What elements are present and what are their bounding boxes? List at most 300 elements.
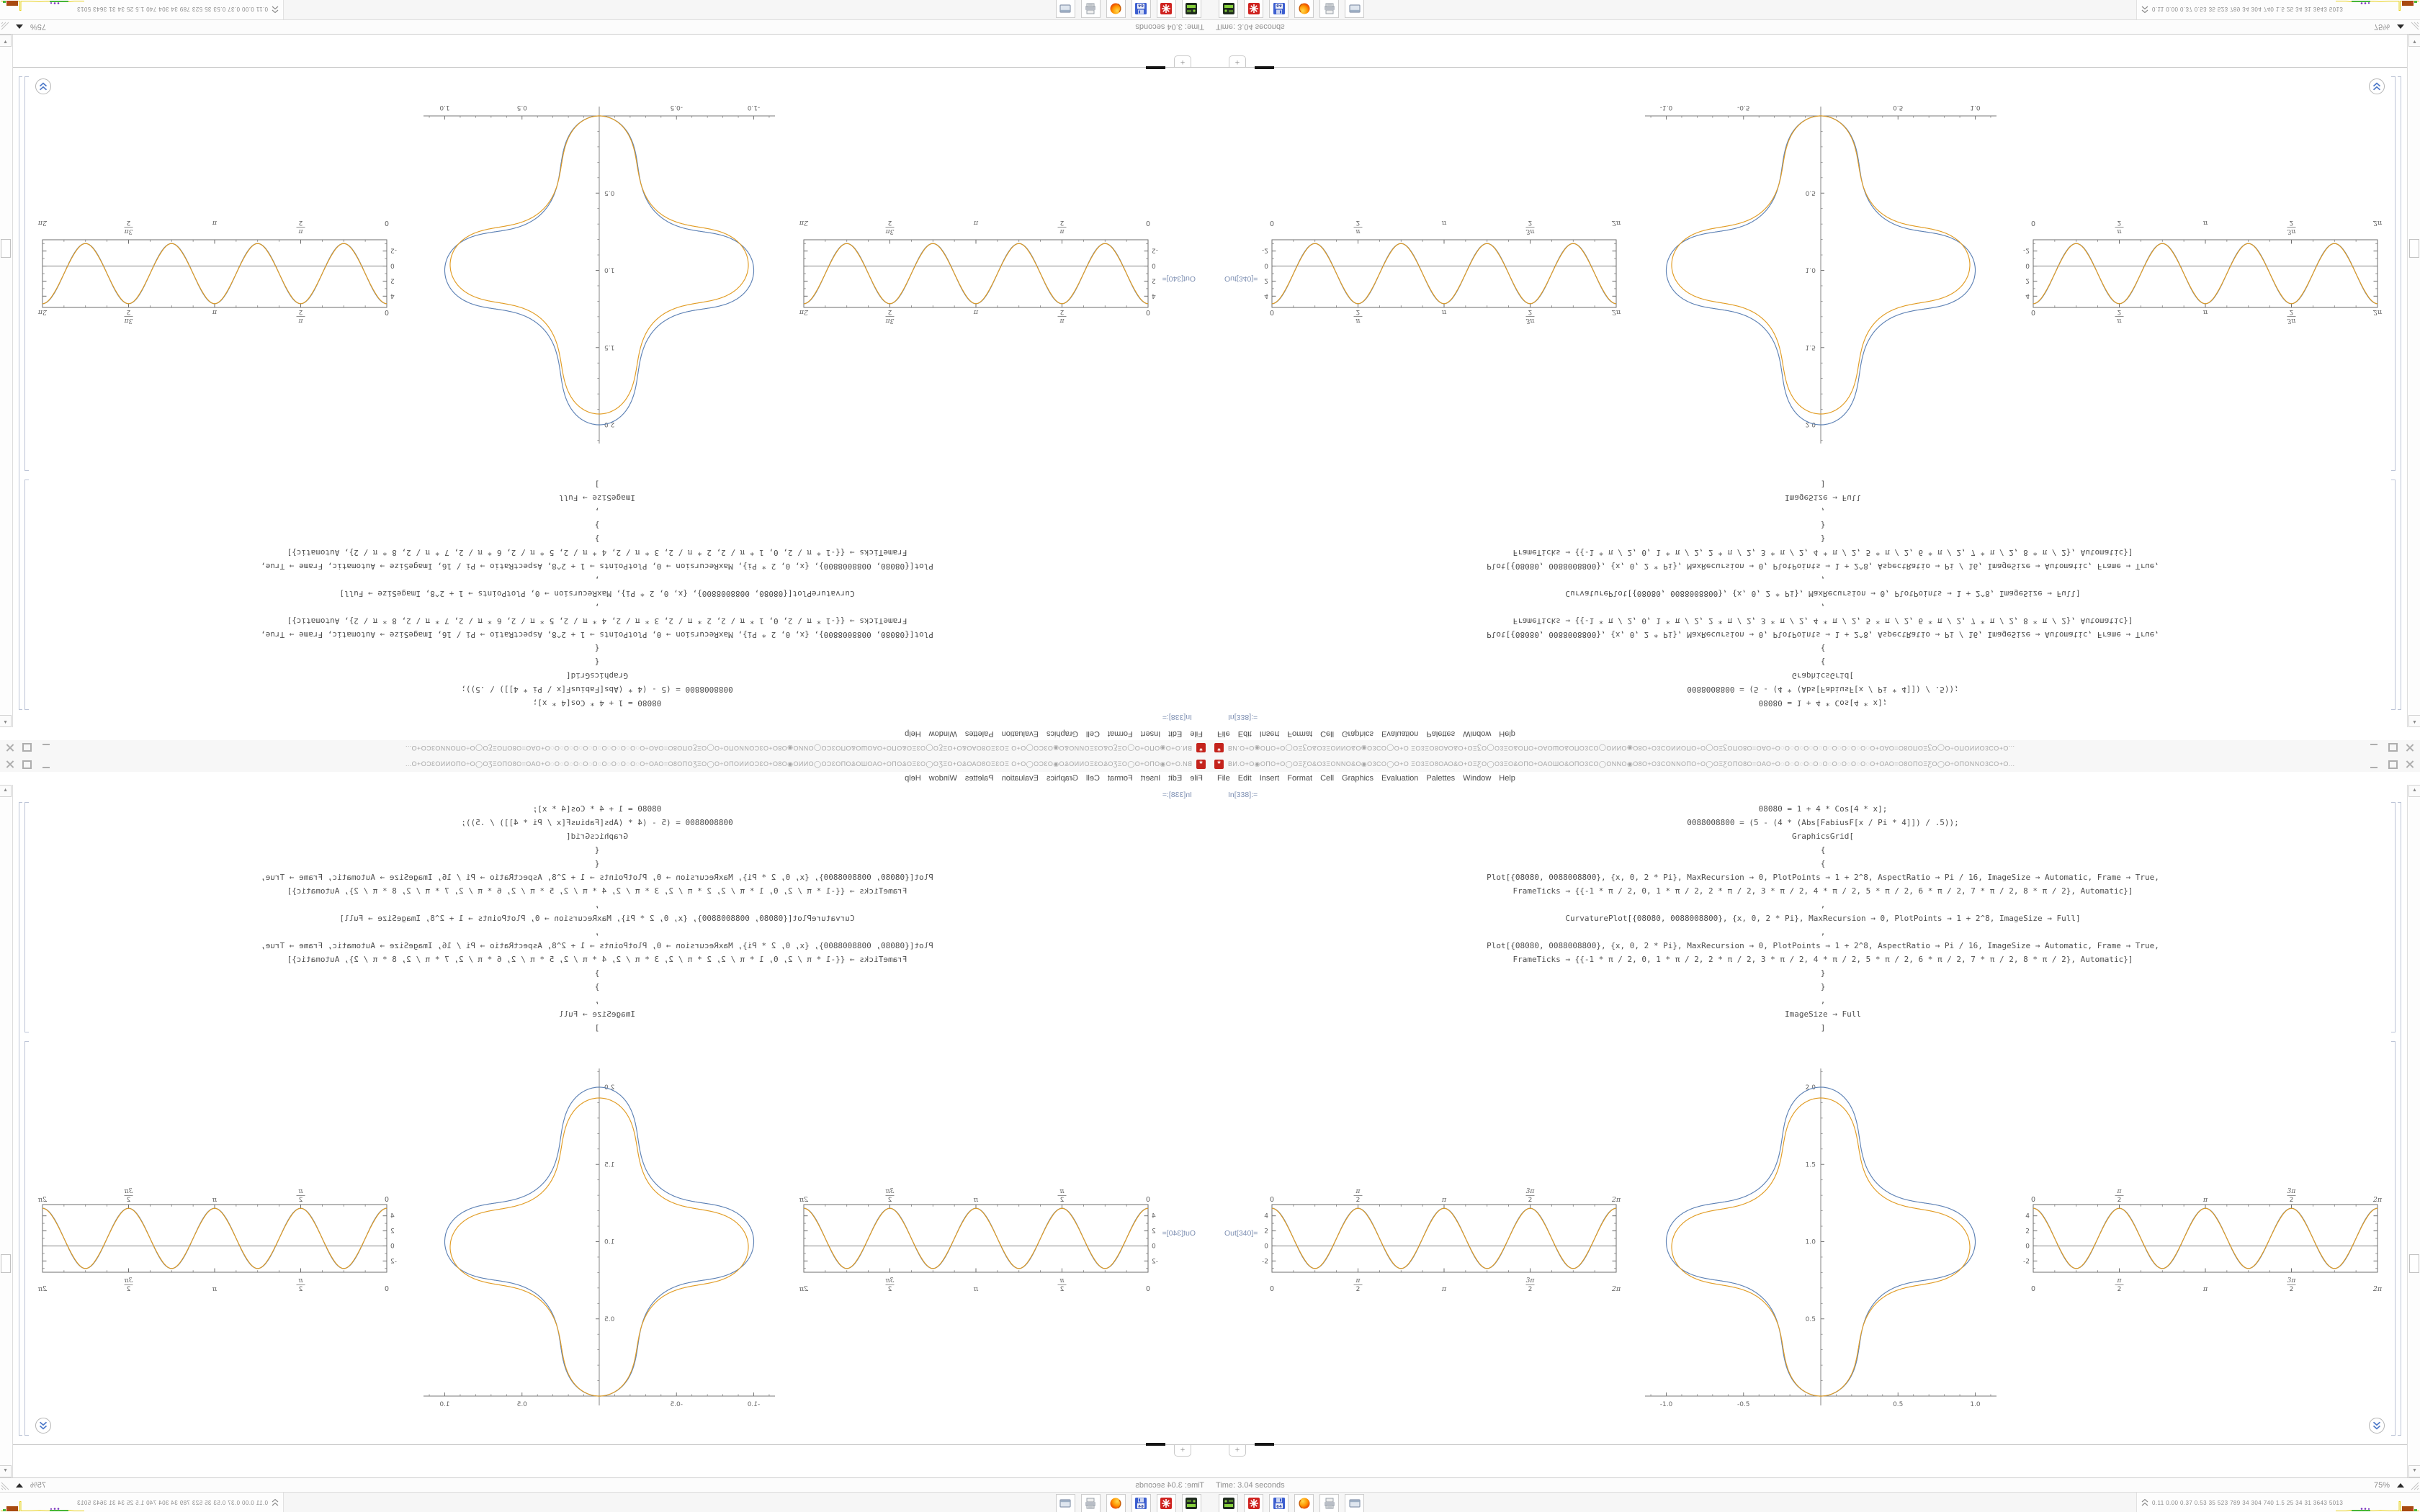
code-line[interactable]: { — [1820, 859, 1826, 868]
zoom-menu-arrow-icon[interactable] — [16, 1483, 23, 1488]
svg-text:0.5: 0.5 — [516, 104, 527, 111]
code-line[interactable]: ImageSize → Full — [559, 493, 635, 503]
code-line[interactable]: 0088008800 = (5 - (4 * (Abs[FabiusF[x / Pi * 4]]) / .5)); — [461, 818, 733, 827]
code-line[interactable]: , — [1820, 507, 1826, 516]
window-controls — [2362, 760, 2416, 769]
window-capture-icon — [1059, 1497, 1072, 1510]
code-line[interactable]: } — [594, 968, 600, 978]
menu-file[interactable]: File — [1190, 774, 1203, 783]
menu-help[interactable]: Help — [1499, 774, 1515, 783]
code-line[interactable]: , — [594, 900, 600, 909]
menu-window[interactable]: Window — [1463, 774, 1492, 783]
menu-format[interactable]: Format — [1287, 729, 1313, 738]
menu-edit[interactable]: Edit — [1237, 729, 1252, 738]
code-line[interactable]: 08080 = 1 + 4 * Cos[4 * x]; — [532, 804, 662, 814]
vertical-scroll-thumb[interactable] — [2409, 1254, 2419, 1273]
jump-to-end-chevron-icon[interactable] — [2368, 1417, 2385, 1434]
vertical-scrollbar[interactable] — [2407, 785, 2420, 1477]
code-line[interactable]: } — [594, 521, 600, 530]
code-line[interactable]: GraphicsGrid[ — [565, 671, 629, 680]
system-tray[interactable] — [2136, 0, 2420, 19]
taskbar — [0, 1492, 1210, 1512]
zoom-level-label[interactable]: 75% — [2373, 1481, 2390, 1490]
taskbar-button-audio-recorder-icon[interactable] — [1182, 0, 1201, 18]
code-line[interactable]: , — [594, 603, 600, 612]
svg-text:2.0: 2.0 — [604, 420, 615, 428]
maximize-button[interactable] — [2387, 744, 2398, 753]
svg-text:0: 0 — [2030, 308, 2036, 316]
taskbar-button-printer-icon[interactable] — [1319, 1494, 1339, 1512]
taskbar-button-audio-recorder-icon[interactable] — [1182, 1494, 1201, 1512]
menu-insert[interactable]: Insert — [1140, 774, 1161, 783]
taskbar-button-floppy-64-icon[interactable] — [1269, 0, 1289, 18]
code-line[interactable]: FrameTicks → {{-1 * π / 2, 0, 1 * π / 2, 2 * π / 2, 3 * π / 2, 4 * π / 2, 5 * π / 2, 6 * π / 2, 7 * π / 2, 8 * π / 2}, Automatic}] — [287, 548, 908, 557]
menu-help[interactable]: Help — [905, 774, 921, 783]
jump-to-end-chevron-icon[interactable] — [35, 1417, 52, 1434]
mathematica-spikey-icon: * — [1214, 760, 1224, 769]
code-line[interactable]: FrameTicks → {{-1 * π / 2, 0, 1 * π / 2, 2 * π / 2, 3 * π / 2, 4 * π / 2, 5 * π / 2, 6 * π / 2, 7 * π / 2, 8 * π / 2}, Automatic}] — [1512, 886, 2133, 896]
jump-to-end-chevron-icon[interactable] — [2368, 78, 2385, 95]
svg-text:3π: 3π — [124, 317, 133, 324]
code-line[interactable]: { — [594, 859, 600, 868]
menu-edit[interactable]: Edit — [1168, 729, 1183, 738]
svg-text:0: 0 — [384, 308, 390, 316]
vertical-scrollbar[interactable] — [0, 35, 13, 727]
mathematica-spikey-icon: * — [1196, 760, 1206, 769]
code-line[interactable]: Plot[{08080, 0088008800}, {x, 0, 2 * Pi}, MaxRecursion → 0, PlotPoints → 1 + 2^8, AspectRatio → Pi / 16, ImageSize → Automatic, Frame → True, — [1487, 562, 2159, 571]
plot-waveform-left — [1253, 1181, 1628, 1310]
window-titlebar[interactable] — [1210, 739, 2420, 756]
scroll-down-arrow-icon[interactable]: ▼ — [0, 1465, 12, 1477]
svg-text:-0.5: -0.5 — [1736, 1401, 1750, 1408]
code-line[interactable]: Plot[{08080, 0088008800}, {x, 0, 2 * Pi}, MaxRecursion → 0, PlotPoints → 1 + 2^8, AspectRatio → Pi / 16, ImageSize → Automatic, Frame → True, — [261, 941, 933, 950]
taskbar-button-floppy-64-icon[interactable] — [1131, 1494, 1151, 1512]
horizontal-scroll-thumb[interactable] — [1255, 1443, 1274, 1446]
menu-evaluation[interactable]: Evaluation — [1381, 729, 1419, 738]
new-cell-plus-button[interactable]: + — [1174, 55, 1191, 67]
zoom-level-label[interactable]: 75% — [30, 22, 47, 31]
code-line[interactable]: 08080 = 1 + 4 * Cos[4 * x]; — [1758, 804, 1888, 814]
code-line[interactable]: 0088008800 = (5 - (4 * (Abs[FabiusF[x / Pi * 4]]) / .5)); — [1687, 685, 1959, 694]
zoom-menu-arrow-icon[interactable] — [2397, 1483, 2404, 1488]
code-line[interactable]: FrameTicks → {{-1 * π / 2, 0, 1 * π / 2, 2 * π / 2, 3 * π / 2, 4 * π / 2, 5 * π / 2, 6 * π / 2, 7 * π / 2, 8 * π / 2}, Automatic}] — [287, 616, 908, 626]
code-line[interactable]: 08080 = 1 + 4 * Cos[4 * x]; — [1758, 698, 1888, 708]
taskbar-button-window-capture-icon[interactable] — [1345, 0, 1364, 18]
mathematica-icon — [1160, 2, 1173, 15]
svg-text:2π: 2π — [37, 308, 48, 316]
taskbar-button-printer-icon[interactable] — [1319, 0, 1339, 18]
svg-text:1.5: 1.5 — [604, 1161, 615, 1169]
cell-bracket-group[interactable] — [19, 802, 22, 1436]
input-cell-label: In[338]:= — [1228, 791, 1258, 799]
quick-launch-icons — [1056, 1494, 1201, 1512]
vertical-scroll-thumb[interactable] — [1, 1254, 11, 1273]
input-code-cell[interactable] — [1484, 802, 2162, 1035]
scroll-up-arrow-icon[interactable]: ▲ — [0, 785, 12, 797]
system-tray[interactable] — [0, 0, 284, 19]
printer-icon — [1085, 1497, 1098, 1510]
code-line[interactable]: 0088008800 = (5 - (4 * (Abs[FabiusF[x / Pi * 4]]) / .5)); — [461, 685, 733, 694]
menu-insert[interactable]: Insert — [1259, 774, 1280, 783]
cell-bracket-group[interactable] — [19, 76, 22, 710]
menu-help[interactable]: Help — [905, 729, 921, 738]
svg-text:3π: 3π — [1525, 1277, 1535, 1284]
minimize-button[interactable] — [40, 744, 51, 753]
taskbar-button-window-capture-icon[interactable] — [1056, 1494, 1075, 1512]
code-line[interactable]: CurvaturePlot[{08080, 0088008800}, {x, 0, 2 * Pi}, MaxRecursion → 0, PlotPoints → 1 + 2^8, ImageSize → Full] — [1565, 589, 2081, 598]
tray-expand-chevron-icon[interactable] — [271, 1498, 279, 1508]
window-controls — [4, 760, 58, 769]
taskbar-button-mathematica-icon[interactable] — [1157, 1494, 1176, 1512]
firefox-icon — [1110, 1497, 1123, 1510]
content-bottom-border — [1210, 1444, 2407, 1445]
svg-text:2: 2 — [126, 1197, 131, 1204]
svg-text:4: 4 — [1152, 1212, 1156, 1220]
code-line[interactable]: GraphicsGrid[ — [1791, 671, 1855, 680]
zoom-menu-arrow-icon[interactable] — [16, 24, 23, 29]
svg-text:π: π — [2202, 219, 2208, 227]
cell-bracket-input[interactable] — [2391, 802, 2396, 1032]
code-line[interactable]: } — [1820, 521, 1826, 530]
menu-graphics[interactable]: Graphics — [1046, 774, 1078, 783]
menu-graphics[interactable]: Graphics — [1342, 774, 1374, 783]
menu-cell[interactable]: Cell — [1085, 774, 1100, 783]
cell-bracket-input[interactable] — [24, 802, 29, 1032]
svg-text:0: 0 — [2025, 1243, 2030, 1251]
taskbar-button-floppy-64-icon[interactable] — [1131, 0, 1151, 18]
code-line[interactable]: , — [1820, 900, 1826, 909]
svg-text:3π: 3π — [885, 1188, 895, 1195]
svg-text:2: 2 — [2117, 219, 2122, 226]
svg-text:64: 64 — [1138, 3, 1144, 7]
code-line[interactable]: FrameTicks → {{-1 * π / 2, 0, 1 * π / 2, 2 * π / 2, 3 * π / 2, 4 * π / 2, 5 * π / 2, 6 * π / 2, 7 * π / 2, 8 * π / 2}, Automatic}] — [287, 955, 908, 964]
system-tray[interactable] — [0, 1493, 284, 1512]
menu-edit[interactable]: Edit — [1237, 774, 1252, 783]
svg-text:2π: 2π — [799, 219, 809, 227]
cell-bracket-group[interactable] — [2398, 76, 2401, 710]
svg-text:3π: 3π — [1525, 228, 1535, 235]
input-code-cell[interactable] — [258, 477, 936, 710]
menu-cell[interactable]: Cell — [1320, 729, 1335, 738]
svg-text:0: 0 — [384, 219, 390, 227]
resize-grip-icon[interactable] — [2410, 22, 2419, 32]
menu-bar — [0, 727, 1210, 740]
svg-text:2π: 2π — [37, 219, 48, 227]
code-line[interactable]: Plot[{08080, 0088008800}, {x, 0, 2 * Pi}, MaxRecursion → 0, PlotPoints → 1 + 2^8, AspectRatio → Pi / 16, ImageSize → Automatic, Frame → True, — [1487, 630, 2159, 639]
minimize-button[interactable] — [2369, 760, 2380, 769]
code-line[interactable]: , — [594, 507, 600, 516]
code-line[interactable]: , — [1820, 996, 1826, 1005]
window-titlebar[interactable] — [1210, 756, 2420, 773]
svg-text:2: 2 — [298, 1197, 303, 1204]
taskbar-button-audio-recorder-icon[interactable] — [1219, 1494, 1238, 1512]
new-cell-plus-button[interactable]: + — [1229, 1445, 1246, 1457]
system-monitor-values: 0.11 0.00 0.37 0.53 35 523 789 34 304 740 1.5 25 34 31 3643 5013 — [76, 6, 268, 13]
taskbar-button-mathematica-icon[interactable] — [1157, 0, 1176, 18]
code-line[interactable]: ImageSize → Full — [1785, 493, 1861, 503]
input-code-cell[interactable] — [1484, 477, 2162, 710]
svg-text:0: 0 — [2025, 261, 2030, 269]
code-line[interactable]: ] — [1820, 1023, 1826, 1032]
code-line[interactable]: ImageSize → Full — [559, 1009, 635, 1019]
scroll-down-arrow-icon[interactable]: ▼ — [0, 35, 12, 47]
mathematica-icon — [1247, 1497, 1260, 1510]
taskbar-button-firefox-icon[interactable] — [1294, 0, 1314, 18]
svg-text:2: 2 — [298, 1286, 303, 1293]
svg-text:2π: 2π — [1611, 1285, 1621, 1293]
code-line[interactable]: CurvaturePlot[{08080, 0088008800}, {x, 0, 2 * Pi}, MaxRecursion → 0, PlotPoints → 1 + 2^8, ImageSize → Full] — [339, 589, 855, 598]
cell-bracket-output[interactable] — [2391, 1041, 2396, 1436]
svg-text:2: 2 — [298, 219, 303, 226]
scroll-down-arrow-icon[interactable]: ▼ — [2408, 35, 2420, 47]
menu-cell[interactable]: Cell — [1320, 774, 1335, 783]
menu-palettes[interactable]: Palettes — [1426, 774, 1456, 783]
menu-file[interactable]: File — [1190, 729, 1203, 738]
code-line[interactable]: } — [1820, 968, 1826, 978]
code-line[interactable]: { — [594, 644, 600, 653]
code-line[interactable]: } — [1820, 982, 1826, 991]
svg-text:0: 0 — [1269, 1285, 1275, 1293]
menu-evaluation[interactable]: Evaluation — [1381, 774, 1419, 783]
audio-recorder-icon — [1186, 2, 1198, 15]
svg-text:-2: -2 — [1152, 1258, 1158, 1266]
svg-text:3π: 3π — [124, 228, 133, 235]
taskbar-button-floppy-64-icon[interactable] — [1269, 1494, 1289, 1512]
scroll-up-arrow-icon[interactable]: ▲ — [2408, 785, 2420, 797]
code-line[interactable]: Plot[{08080, 0088008800}, {x, 0, 2 * Pi}, MaxRecursion → 0, PlotPoints → 1 + 2^8, AspectRatio → Pi / 16, ImageSize → Automatic, Frame → True, — [261, 873, 933, 882]
menu-file[interactable]: File — [1217, 729, 1230, 738]
svg-text:π: π — [2117, 1188, 2122, 1195]
code-line[interactable]: 0088008800 = (5 - (4 * (Abs[FabiusF[x / Pi * 4]]) / .5)); — [1687, 818, 1959, 827]
cpu-usage-graph — [1, 0, 84, 12]
svg-text:π: π — [212, 1196, 218, 1204]
close-button[interactable] — [2405, 744, 2416, 753]
code-line[interactable]: { — [594, 657, 600, 667]
menu-edit[interactable]: Edit — [1168, 774, 1183, 783]
taskbar-button-audio-recorder-icon[interactable] — [1219, 0, 1238, 18]
input-cell-label: In[338]:= — [1162, 791, 1192, 799]
svg-text:π: π — [1355, 1277, 1361, 1284]
system-tray[interactable] — [2136, 1493, 2420, 1512]
input-code-cell[interactable] — [258, 802, 936, 1035]
code-line[interactable]: CurvaturePlot[{08080, 0088008800}, {x, 0, 2 * Pi}, MaxRecursion → 0, PlotPoints → 1 + 2^8, ImageSize → Full] — [1565, 914, 2081, 923]
window-title: ВИ.Ο+Ο◉ΟΠΟ+Ο◯ΟΞƸΟ&Ο3ΞΟΝΝΟ&Ο◉Ο3CΟ◯Ο+Ο ΞΟ3ΞΟ8ΟΑΟ&Ο+ΟΞƸΟ◯Ο3ΞΟ&ΟΠΟ+ΟΑΟШΟ&ΟΠΟ3CΟ◯ΟΝΝΟ◉Ο8Ο+Ο3CΟΝΝΟΠΟ÷Ο◯ΟΞƸΟΠΟ8Ο=ΟΑΟ÷Ο◌Ο◌Ο◌Ο◌Ο◌Ο◌Ο◌Ο◌Ο◌Ο◌Ο+ΟΑΟ=Ο8ΟΠΟΞƸΟ◯Ο÷ΟΠΟΝΝΟ3CΟ+Ο... — [405, 744, 1192, 752]
close-button[interactable] — [2405, 760, 2416, 769]
taskbar-button-firefox-icon[interactable] — [1106, 1494, 1126, 1512]
code-line[interactable]: FrameTicks → {{-1 * π / 2, 0, 1 * π / 2, 2 * π / 2, 3 * π / 2, 4 * π / 2, 5 * π / 2, 6 * π / 2, 7 * π / 2, 8 * π / 2}, Automatic}] — [1512, 548, 2133, 557]
svg-text:2: 2 — [298, 308, 303, 315]
menu-palettes[interactable]: Palettes — [1426, 729, 1456, 738]
svg-text:2: 2 — [2289, 1286, 2294, 1293]
tray-expand-chevron-icon[interactable] — [271, 4, 279, 14]
svg-text:4: 4 — [390, 292, 395, 300]
jump-to-end-chevron-icon[interactable] — [35, 78, 52, 95]
svg-text:1.5: 1.5 — [604, 343, 615, 351]
menu-insert[interactable]: Insert — [1259, 729, 1280, 738]
code-line[interactable]: Plot[{08080, 0088008800}, {x, 0, 2 * Pi}, MaxRecursion → 0, PlotPoints → 1 + 2^8, AspectRatio → Pi / 16, ImageSize → Automatic, Frame → True, — [1487, 941, 2159, 950]
menu-window[interactable]: Window — [1463, 729, 1492, 738]
svg-text:2: 2 — [1528, 219, 1533, 226]
menu-graphics[interactable]: Graphics — [1046, 729, 1078, 738]
resize-grip-icon[interactable] — [2410, 1481, 2419, 1490]
code-line[interactable]: , — [594, 996, 600, 1005]
code-line[interactable]: FrameTicks → {{-1 * π / 2, 0, 1 * π / 2, 2 * π / 2, 3 * π / 2, 4 * π / 2, 5 * π / 2, 6 * π / 2, 7 * π / 2, 8 * π / 2}, Automatic}] — [287, 886, 908, 896]
code-line[interactable]: ImageSize → Full — [1785, 1009, 1861, 1019]
code-line[interactable]: Plot[{08080, 0088008800}, {x, 0, 2 * Pi}, MaxRecursion → 0, PlotPoints → 1 + 2^8, AspectRatio → Pi / 16, ImageSize → Automatic, Frame → True, — [1487, 873, 2159, 882]
code-line[interactable]: GraphicsGrid[ — [565, 832, 629, 841]
output-cell-label: Out[340]= — [1162, 274, 1196, 283]
menu-cell[interactable]: Cell — [1085, 729, 1100, 738]
code-line[interactable]: { — [1820, 644, 1826, 653]
taskbar-button-firefox-icon[interactable] — [1294, 1494, 1314, 1512]
svg-text:1.0: 1.0 — [604, 266, 615, 274]
menu-file[interactable]: File — [1217, 774, 1230, 783]
svg-text:2.0: 2.0 — [604, 1084, 615, 1092]
cell-bracket-input[interactable] — [24, 480, 29, 710]
code-line[interactable]: , — [594, 927, 600, 937]
taskbar — [1210, 0, 2420, 20]
window-controls — [4, 744, 58, 753]
code-line[interactable]: } — [594, 534, 600, 544]
zoom-level-label[interactable]: 75% — [2373, 22, 2390, 31]
taskbar-button-window-capture-icon[interactable] — [1345, 1494, 1364, 1512]
svg-text:0: 0 — [1264, 1243, 1268, 1251]
code-line[interactable]: { — [1820, 845, 1826, 855]
code-line[interactable]: FrameTicks → {{-1 * π / 2, 0, 1 * π / 2, 2 * π / 2, 3 * π / 2, 4 * π / 2, 5 * π / 2, 6 * π / 2, 7 * π / 2, 8 * π / 2}, Automatic}] — [1512, 955, 2133, 964]
printer-icon — [1085, 2, 1098, 15]
menu-graphics[interactable]: Graphics — [1342, 729, 1374, 738]
menu-help[interactable]: Help — [1499, 729, 1515, 738]
close-button[interactable] — [4, 760, 15, 769]
cell-bracket-output[interactable] — [2391, 76, 2396, 471]
taskbar-button-printer-icon[interactable] — [1081, 1494, 1101, 1512]
svg-text:2: 2 — [1059, 1197, 1065, 1204]
resize-grip-icon[interactable] — [1, 1481, 10, 1490]
cell-bracket-output[interactable] — [24, 76, 29, 471]
svg-text:-2: -2 — [1262, 1258, 1268, 1266]
code-line[interactable]: ] — [594, 480, 600, 489]
minimize-button[interactable] — [2369, 744, 2380, 753]
resize-grip-icon[interactable] — [1, 22, 10, 32]
svg-text:1.0: 1.0 — [1805, 266, 1816, 274]
svg-text:-2: -2 — [1152, 246, 1158, 254]
plot-curvature-clover — [412, 1058, 786, 1418]
horizontal-scroll-thumb[interactable] — [1146, 66, 1165, 69]
code-line[interactable]: 08080 = 1 + 4 * Cos[4 * x]; — [532, 698, 662, 708]
new-cell-plus-button[interactable]: + — [1229, 55, 1246, 67]
code-line[interactable]: { — [594, 845, 600, 855]
minimize-button[interactable] — [40, 760, 51, 769]
cell-bracket-input[interactable] — [2391, 480, 2396, 710]
new-cell-plus-button[interactable]: + — [1174, 1445, 1191, 1457]
taskbar-button-firefox-icon[interactable] — [1106, 0, 1126, 18]
code-line[interactable]: , — [1820, 575, 1826, 585]
code-line[interactable]: ] — [594, 1023, 600, 1032]
menu-evaluation[interactable]: Evaluation — [1001, 729, 1039, 738]
code-line[interactable]: Plot[{08080, 0088008800}, {x, 0, 2 * Pi}, MaxRecursion → 0, PlotPoints → 1 + 2^8, AspectRatio → Pi / 16, ImageSize → Automatic, Frame → True, — [261, 562, 933, 571]
close-button[interactable] — [4, 744, 15, 753]
vertical-scrollbar[interactable] — [0, 785, 13, 1477]
taskbar-button-printer-icon[interactable] — [1081, 0, 1101, 18]
horizontal-scroll-thumb[interactable] — [1146, 1443, 1165, 1446]
tray-expand-chevron-icon[interactable] — [2141, 1498, 2149, 1508]
status-bar — [1210, 1477, 2420, 1493]
menu-format[interactable]: Format — [1107, 729, 1133, 738]
code-line[interactable]: { — [1820, 657, 1826, 667]
svg-text:2: 2 — [2289, 219, 2294, 226]
svg-text:2: 2 — [126, 308, 131, 315]
svg-text:2: 2 — [1528, 1197, 1533, 1204]
menu-format[interactable]: Format — [1107, 774, 1133, 783]
window-titlebar[interactable] — [0, 739, 1210, 756]
scroll-up-arrow-icon[interactable]: ▲ — [0, 715, 12, 727]
zoom-level-label[interactable]: 75% — [30, 1481, 47, 1490]
horizontal-scroll-thumb[interactable] — [1255, 66, 1274, 69]
code-line[interactable]: } — [1820, 534, 1826, 544]
cell-bracket-output[interactable] — [24, 1041, 29, 1436]
svg-text:4: 4 — [2025, 1212, 2030, 1220]
menu-window[interactable]: Window — [928, 774, 957, 783]
menu-insert[interactable]: Insert — [1140, 729, 1161, 738]
taskbar-button-mathematica-icon[interactable] — [1244, 0, 1263, 18]
svg-text:0.5: 0.5 — [1805, 1315, 1816, 1323]
svg-text:2: 2 — [2117, 308, 2122, 315]
svg-text:π: π — [212, 308, 218, 316]
taskbar-button-mathematica-icon[interactable] — [1244, 1494, 1263, 1512]
svg-text:π: π — [2117, 317, 2122, 324]
taskbar-button-window-capture-icon[interactable] — [1056, 0, 1075, 18]
tray-expand-chevron-icon[interactable] — [2141, 4, 2149, 14]
svg-text:3π: 3π — [2287, 228, 2296, 235]
vertical-scroll-thumb[interactable] — [1, 239, 11, 258]
code-line[interactable]: } — [594, 982, 600, 991]
svg-text:2: 2 — [126, 219, 131, 226]
menu-format[interactable]: Format — [1287, 774, 1313, 783]
scroll-down-arrow-icon[interactable]: ▼ — [2408, 1465, 2420, 1477]
cell-bracket-group[interactable] — [2398, 802, 2401, 1436]
maximize-button[interactable] — [2387, 760, 2398, 769]
svg-text:2π: 2π — [799, 1285, 809, 1293]
menu-palettes[interactable]: Palettes — [964, 729, 994, 738]
vertical-scrollbar[interactable] — [2407, 35, 2420, 727]
svg-text:0.5: 0.5 — [516, 1401, 527, 1408]
mathematica-spikey-icon: * — [1214, 744, 1224, 753]
code-line[interactable]: CurvaturePlot[{08080, 0088008800}, {x, 0, 2 * Pi}, MaxRecursion → 0, PlotPoints → 1 + 2^8, ImageSize → Full] — [339, 914, 855, 923]
maximize-button[interactable] — [22, 744, 33, 753]
window-titlebar[interactable] — [0, 756, 1210, 773]
code-line[interactable]: , — [594, 575, 600, 585]
cpu-usage-graph — [1, 1500, 84, 1512]
code-line[interactable]: ] — [1820, 480, 1826, 489]
firefox-icon — [1110, 2, 1123, 15]
zoom-menu-arrow-icon[interactable] — [2397, 24, 2404, 29]
maximize-button[interactable] — [22, 760, 33, 769]
window-capture-icon — [1348, 1497, 1361, 1510]
vertical-scroll-thumb[interactable] — [2409, 239, 2419, 258]
menu-palettes[interactable]: Palettes — [964, 774, 994, 783]
menu-window[interactable]: Window — [928, 729, 957, 738]
code-line[interactable]: GraphicsGrid[ — [1791, 832, 1855, 841]
code-line[interactable]: FrameTicks → {{-1 * π / 2, 0, 1 * π / 2, 2 * π / 2, 3 * π / 2, 4 * π / 2, 5 * π / 2, 6 * π / 2, 7 * π / 2, 8 * π / 2}, Automatic}] — [1512, 616, 2133, 626]
code-line[interactable]: Plot[{08080, 0088008800}, {x, 0, 2 * Pi}, MaxRecursion → 0, PlotPoints → 1 + 2^8, AspectRatio → Pi / 16, ImageSize → Automatic, Frame → True, — [261, 630, 933, 639]
svg-text:2: 2 — [126, 1286, 131, 1293]
code-line[interactable]: , — [1820, 927, 1826, 937]
mathematica-spikey-icon: * — [1196, 744, 1206, 753]
code-line[interactable]: , — [1820, 603, 1826, 612]
svg-text:0: 0 — [1145, 1285, 1151, 1293]
scroll-up-arrow-icon[interactable]: ▲ — [2408, 715, 2420, 727]
menu-evaluation[interactable]: Evaluation — [1001, 774, 1039, 783]
